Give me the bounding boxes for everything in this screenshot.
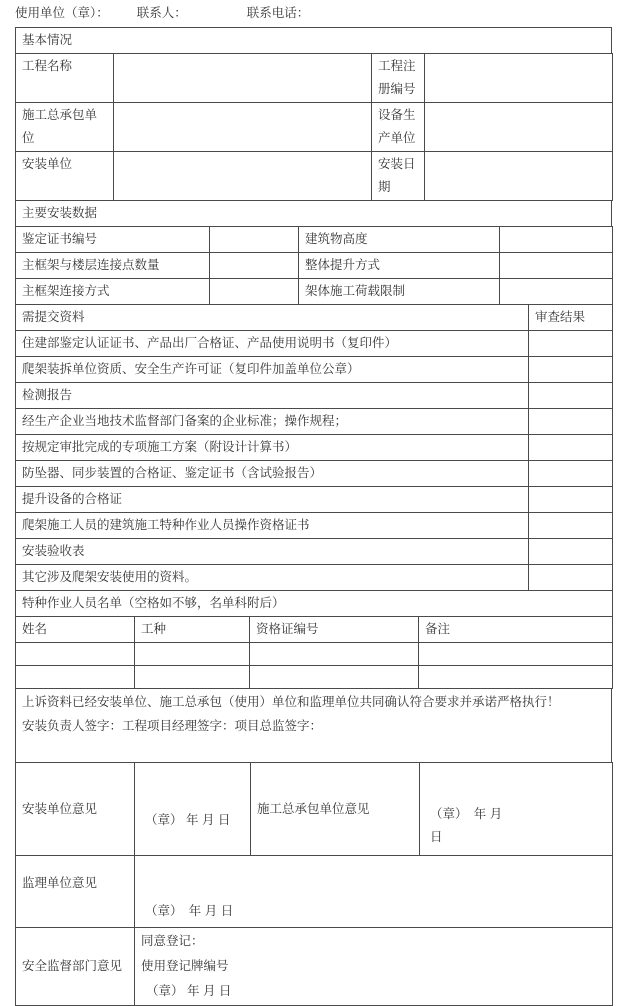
install-unit-opinion-label: 安装单位意见 <box>16 763 135 856</box>
material-item: 提升设备的合格证 <box>16 487 529 513</box>
table-row <box>16 643 613 666</box>
confirmation-cell <box>16 689 612 763</box>
field-value-cell <box>114 54 372 103</box>
review-result-cell <box>529 461 613 487</box>
contractor-seal-cell <box>420 763 613 856</box>
personnel-empty-cell <box>419 643 613 666</box>
personnel-table <box>15 590 613 689</box>
personnel-col-header-name: 姓名 <box>16 617 135 643</box>
table-row <box>16 103 613 152</box>
material-item: 经生产企业当地技术监督部门备案的企业标准；操作规程； <box>16 409 529 435</box>
table-row <box>16 928 613 1006</box>
review-result-cell <box>529 565 613 591</box>
field-value-cell <box>425 103 613 152</box>
material-item: 爬架施工人员的建筑施工特种作业人员操作资格证书 <box>16 513 529 539</box>
table-row <box>16 357 613 383</box>
review-result-cell <box>529 357 613 383</box>
seal-date-line: （章） 年 月 日 <box>145 904 234 918</box>
safety-dept-opinion-label: 安全监督部门意见 <box>16 928 135 1006</box>
personnel-section-title: 特种作业人员名单（空格如不够，名单科附后） <box>16 591 613 617</box>
field-value-cell <box>425 54 613 103</box>
table-row <box>16 305 613 331</box>
field-value-cell <box>500 279 613 305</box>
field-value-cell <box>500 253 613 279</box>
field-label: 鉴定证书编号 <box>16 227 210 253</box>
material-item: 安装验收表 <box>16 539 529 565</box>
field-label: 安装日期 <box>372 152 425 201</box>
table-row <box>16 666 613 689</box>
field-label: 主框架与楼层连接点数量 <box>16 253 210 279</box>
safety-dept-opinion-table <box>15 927 613 1006</box>
personnel-empty-cell <box>16 666 135 689</box>
table-row <box>16 54 613 103</box>
table-row <box>16 331 613 357</box>
personnel-empty-cell <box>16 643 135 666</box>
install-data-table <box>15 226 613 305</box>
field-label: 工程名称 <box>16 54 114 103</box>
review-result-header: 审查结果 <box>529 305 613 331</box>
contractor-opinion-label: 施工总承包单位意见 <box>251 763 420 856</box>
table-row <box>16 617 613 643</box>
basic-info-title-table <box>15 27 612 54</box>
material-item: 检测报告 <box>16 383 529 409</box>
field-label: 施工总承包单位 <box>16 103 114 152</box>
material-item: 住建部鉴定认证证书、产品出厂合格证、产品使用说明书（复印件） <box>16 331 529 357</box>
personnel-empty-cell <box>419 666 613 689</box>
opinions-row1-table <box>15 762 613 856</box>
table-row <box>16 253 613 279</box>
table-row <box>16 689 612 763</box>
review-result-cell <box>529 409 613 435</box>
use-unit-label: 使用单位（章）： <box>15 6 109 20</box>
personnel-col-header-trade: 工种 <box>135 617 250 643</box>
form-top-line <box>15 4 612 22</box>
field-value-cell <box>425 152 613 201</box>
registration-approval-line: 同意登记： <box>141 934 204 948</box>
confirmation-statement: 上诉资料已经安装单位、施工总承包（使用）单位和监理单位共同确认符合要求并承诺严格执行！ <box>22 695 560 709</box>
field-value-cell <box>500 227 613 253</box>
field-value-cell <box>114 103 372 152</box>
personnel-empty-cell <box>250 643 419 666</box>
field-value-cell <box>210 279 299 305</box>
personnel-empty-cell <box>135 666 250 689</box>
field-label: 设备生产单位 <box>372 103 425 152</box>
materials-section-title: 需提交资料 <box>16 305 529 331</box>
table-row <box>16 435 613 461</box>
personnel-col-header-remark: 备注 <box>419 617 613 643</box>
table-row <box>16 565 613 591</box>
install-data-title-table <box>15 200 612 227</box>
review-result-cell <box>529 383 613 409</box>
table-row <box>16 487 613 513</box>
personnel-empty-cell <box>135 643 250 666</box>
phone-label: 联系电话： <box>246 6 310 20</box>
review-result-cell <box>529 513 613 539</box>
review-result-cell <box>529 435 613 461</box>
material-item: 其它涉及爬架安装使用的资料。 <box>16 565 529 591</box>
table-row <box>16 383 613 409</box>
supervisor-opinion-label: 监理单位意见 <box>16 856 135 928</box>
table-row <box>16 763 613 856</box>
basic-info-table <box>15 53 613 201</box>
table-row <box>16 856 613 928</box>
table-row <box>16 591 613 617</box>
material-item: 爬架装拆单位资质、安全生产许可证（复印件加盖单位公章） <box>16 357 529 383</box>
table-row <box>16 279 613 305</box>
field-value-cell <box>114 152 372 201</box>
field-label: 安装单位 <box>16 152 114 201</box>
table-row <box>16 513 613 539</box>
basic-info-section-title: 基本情况 <box>16 28 612 54</box>
field-label: 整体提升方式 <box>299 253 500 279</box>
table-row <box>16 201 612 227</box>
supervisor-seal-cell <box>135 856 613 928</box>
table-row <box>16 152 613 201</box>
seal-date-line: （章） 年 月 日 <box>145 812 231 827</box>
signature-line: 安装负责人签字：工程项目经理签字：项目总监签字： <box>22 719 323 733</box>
materials-table <box>15 304 613 591</box>
table-row <box>16 227 613 253</box>
personnel-col-header-cert-no: 资格证编号 <box>250 617 419 643</box>
material-item: 防坠器、同步装置的合格证、鉴定证书（含试验报告） <box>16 461 529 487</box>
personnel-empty-cell <box>250 666 419 689</box>
contact-label: 联系人： <box>136 6 187 20</box>
table-row <box>16 461 613 487</box>
supervisor-opinion-table <box>15 855 613 928</box>
field-label: 架体施工荷载限制 <box>299 279 500 305</box>
table-row <box>16 28 612 54</box>
confirmation-table <box>15 688 612 763</box>
field-value-cell <box>210 253 299 279</box>
table-row <box>16 409 613 435</box>
material-item: 按规定审批完成的专项施工方案（附设计计算书） <box>16 435 529 461</box>
review-result-cell <box>529 487 613 513</box>
review-result-cell <box>529 539 613 565</box>
safety-dept-content-cell <box>135 928 613 1006</box>
seal-date-line: （章） 年 月 日 <box>430 807 503 844</box>
review-result-cell <box>529 331 613 357</box>
install-unit-seal-cell <box>135 763 251 856</box>
field-value-cell <box>210 227 299 253</box>
field-label: 主框架连接方式 <box>16 279 210 305</box>
field-label: 建筑物高度 <box>299 227 500 253</box>
field-label: 工程注册编号 <box>372 54 425 103</box>
registration-plate-number-line: 使用登记牌编号 <box>141 959 229 973</box>
table-row <box>16 539 613 565</box>
seal-date-line: （章） 年 月 日 <box>146 984 232 998</box>
install-data-section-title: 主要安装数据 <box>16 201 612 227</box>
